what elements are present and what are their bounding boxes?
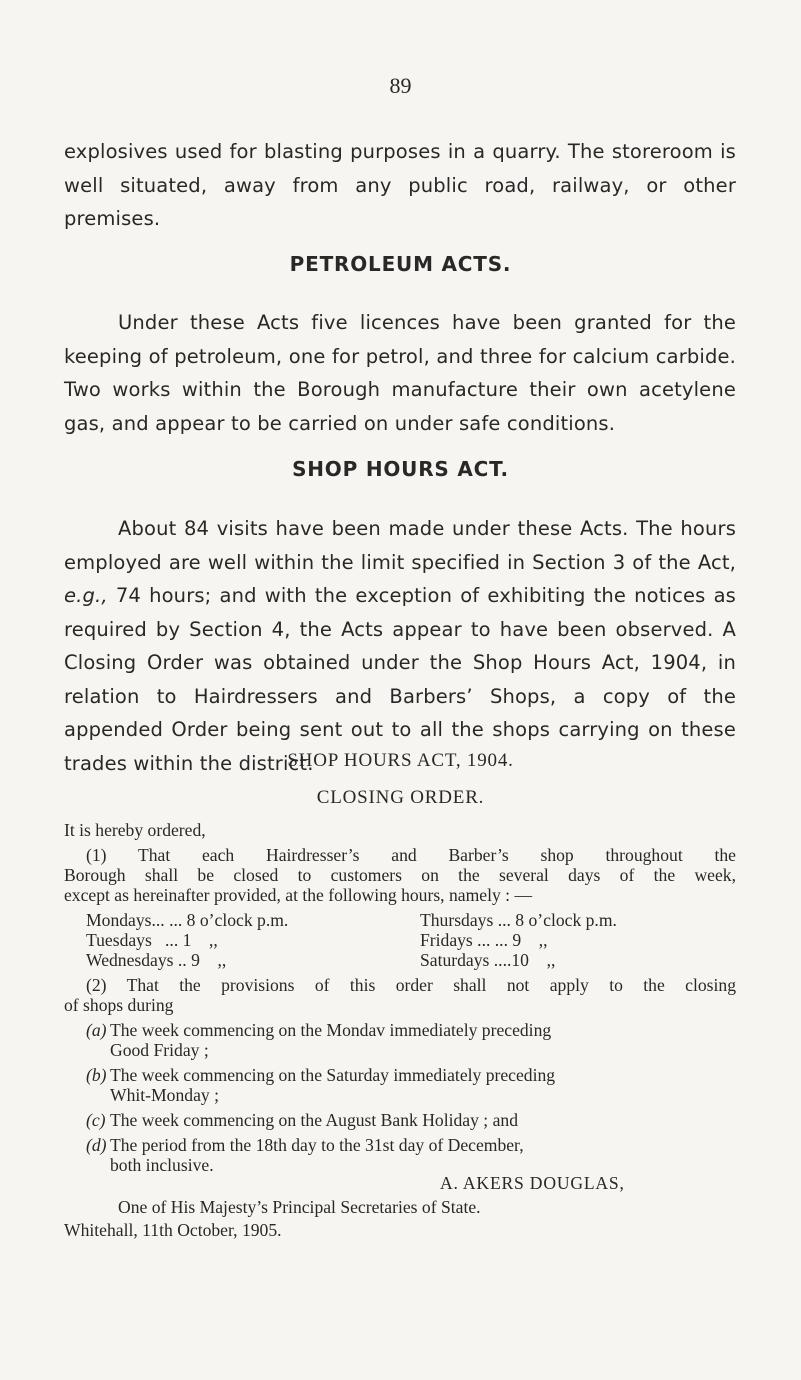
shop-hours-text-a: About 84 visits have been made under these Acts. The hours employed are well within the limit specified in Section 3 of the Act,: [64, 517, 736, 574]
clause-2-line-1: (2) That the provisions of this order shall not apply to the closing: [86, 975, 736, 995]
item-d-line-1: The period from the 18th day to the 31st day of December,: [110, 1135, 524, 1155]
signatory-office: One of His Majesty’s Principal Secretaries of State.: [118, 1197, 481, 1217]
hours-row-2-left: Tuesdays ... 1 ,,: [86, 930, 218, 950]
order-title-act: SHOP HOURS ACT, 1904.: [287, 750, 514, 771]
intro-paragraph: explosives used for blasting purposes in a quarry. The storeroom is well situated, away from any public road, railway, or other premises.: [64, 140, 736, 230]
item-d-label: (d): [86, 1135, 107, 1155]
closing-order: [64, 820, 736, 1380]
item-a-line-1: The week commencing on the Mondav immediately preceding: [110, 1020, 552, 1040]
eg-abbreviation: e.g.,: [64, 584, 108, 607]
item-b-line-1: The week commencing on the Saturday immediately preceding: [110, 1065, 556, 1085]
item-c-label: (c): [86, 1110, 106, 1130]
shop-hours-paragraph: [64, 512, 736, 780]
petroleum-text: Under these Acts five licences have been granted for the keeping of petroleum, one for petrol, and three for calcium carbide. Two works within the Borough manufacture their own acetylene gas, and appear to be carried on under safe conditions.: [64, 311, 736, 435]
shop-hours-heading: SHOP HOURS ACT.: [292, 457, 509, 481]
petroleum-paragraph: [64, 306, 736, 440]
item-b-label: (b): [86, 1065, 107, 1085]
item-a-line-2: Good Friday ;: [110, 1040, 209, 1060]
item-a-label: (a): [86, 1020, 107, 1040]
item-d-line-2: both inclusive.: [110, 1155, 214, 1175]
hours-row-2-right: Fridays ... ... 9 ,,: [420, 930, 548, 950]
clause-1-line-2: Borough shall be closed to customers on the several days of the week,: [64, 865, 736, 885]
page-number: 89: [389, 73, 412, 98]
signatory: A. AKERS DOUGLAS,: [440, 1173, 625, 1193]
hours-row-3-left: Wednesdays .. 9 ,,: [86, 950, 227, 970]
order-preamble: It is hereby ordered,: [64, 820, 206, 840]
item-c-line-1: The week commencing on the August Bank Holiday ; and: [110, 1110, 518, 1130]
clause-1-line-3: except as hereinafter provided, at the following hours, namely : —: [64, 885, 533, 905]
shop-hours-text-b: 74 hours; and with the exception of exhibiting the notices as required by Section 4, the Acts appear to have been observed. A Closing Order was obtained under the Shop Hours Act, 1904, in relation to Hairdressers and Barbers’ Shops, a copy of the appended Order being sent out to all the shops carrying on these trades within the district.: [64, 584, 736, 775]
hours-row-1-right: Thursdays ... 8 o’clock p.m.: [420, 910, 617, 930]
hours-row-1-left: Mondays... ... 8 o’clock p.m.: [86, 910, 289, 930]
petroleum-heading: PETROLEUM ACTS.: [289, 252, 512, 276]
hours-row-3-right: Saturdays ....10 ,,: [420, 950, 556, 970]
item-b-line-2: Whit-Monday ;: [110, 1085, 219, 1105]
place-and-date: Whitehall, 11th October, 1905.: [64, 1220, 282, 1240]
clause-2-line-2: of shops during: [64, 995, 174, 1015]
order-title-closing: CLOSING ORDER.: [316, 787, 485, 808]
clause-1-line-1: (1) That each Hairdresser’s and Barber’s shop throughout the: [86, 845, 736, 865]
